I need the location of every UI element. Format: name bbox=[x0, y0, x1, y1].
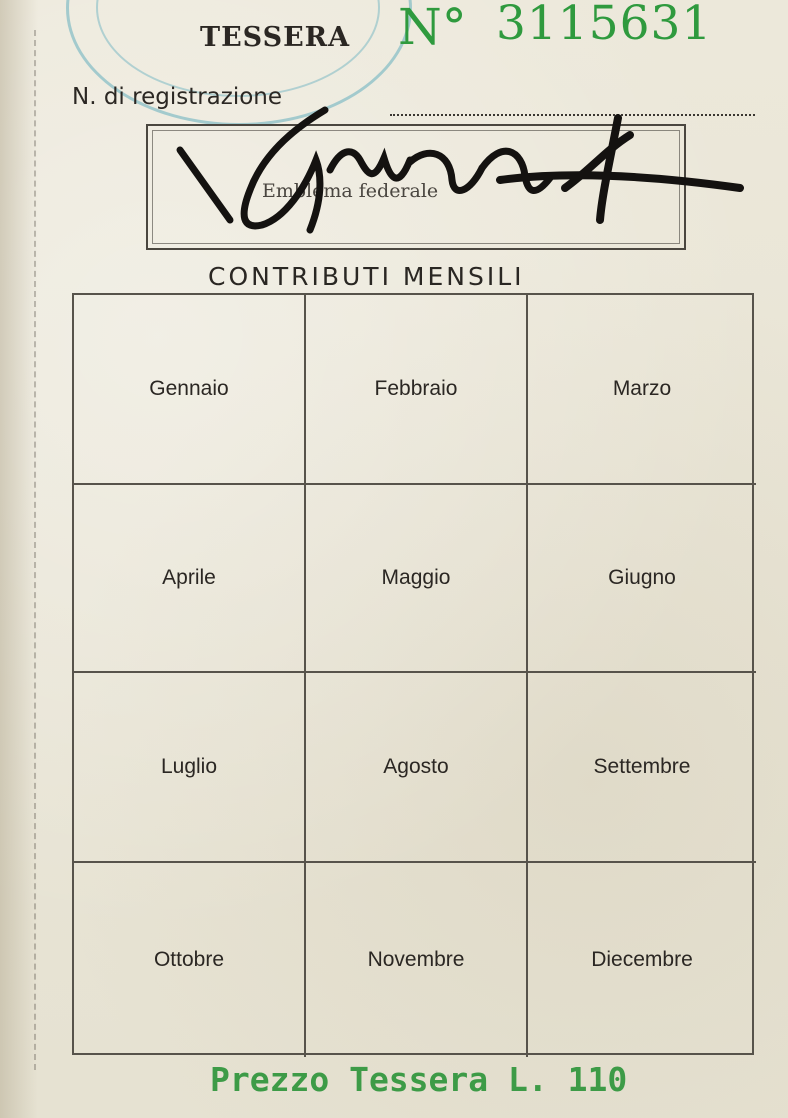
left-torn-edge bbox=[0, 0, 38, 1118]
card-number-label: N° bbox=[398, 0, 467, 56]
month-label: Ottobre bbox=[153, 948, 225, 971]
month-cell-june bbox=[528, 485, 756, 673]
month-label: Novembre bbox=[367, 948, 465, 971]
month-label: Maggio bbox=[381, 566, 451, 589]
month-cell-august bbox=[306, 673, 528, 863]
monthly-contributions-grid bbox=[72, 293, 754, 1055]
month-cell-april bbox=[74, 485, 306, 673]
month-label: Marzo bbox=[612, 377, 672, 400]
month-cell-december bbox=[528, 863, 756, 1057]
monthly-contributions-title: CONTRIBUTI MENSILI bbox=[208, 262, 525, 291]
month-label: Gennaio bbox=[149, 377, 229, 400]
emblem-label: Emblema federale bbox=[262, 180, 439, 202]
month-label: Febbraio bbox=[374, 377, 458, 400]
month-label: Aprile bbox=[162, 566, 216, 589]
month-cell-july bbox=[74, 673, 306, 863]
month-label: Diecembre bbox=[591, 948, 693, 971]
perforation-line bbox=[34, 30, 36, 1070]
month-cell-may bbox=[306, 485, 528, 673]
month-label: Settembre bbox=[593, 755, 691, 778]
month-label: Agosto bbox=[383, 755, 449, 778]
month-label: Giugno bbox=[608, 566, 676, 589]
card-price: Prezzo Tessera L. 110 bbox=[210, 1060, 628, 1099]
registration-label: N. di registrazione bbox=[72, 84, 283, 110]
month-cell-october bbox=[74, 863, 306, 1057]
handwritten-signature bbox=[170, 80, 750, 260]
card-title: TESSERA bbox=[200, 22, 351, 53]
month-label: Luglio bbox=[160, 755, 218, 778]
month-cell-november bbox=[306, 863, 528, 1057]
month-cell-september bbox=[528, 673, 756, 863]
card-number: 3115631 bbox=[496, 0, 713, 51]
month-cell-march bbox=[528, 295, 756, 485]
month-cell-january bbox=[74, 295, 306, 485]
month-cell-february bbox=[306, 295, 528, 485]
